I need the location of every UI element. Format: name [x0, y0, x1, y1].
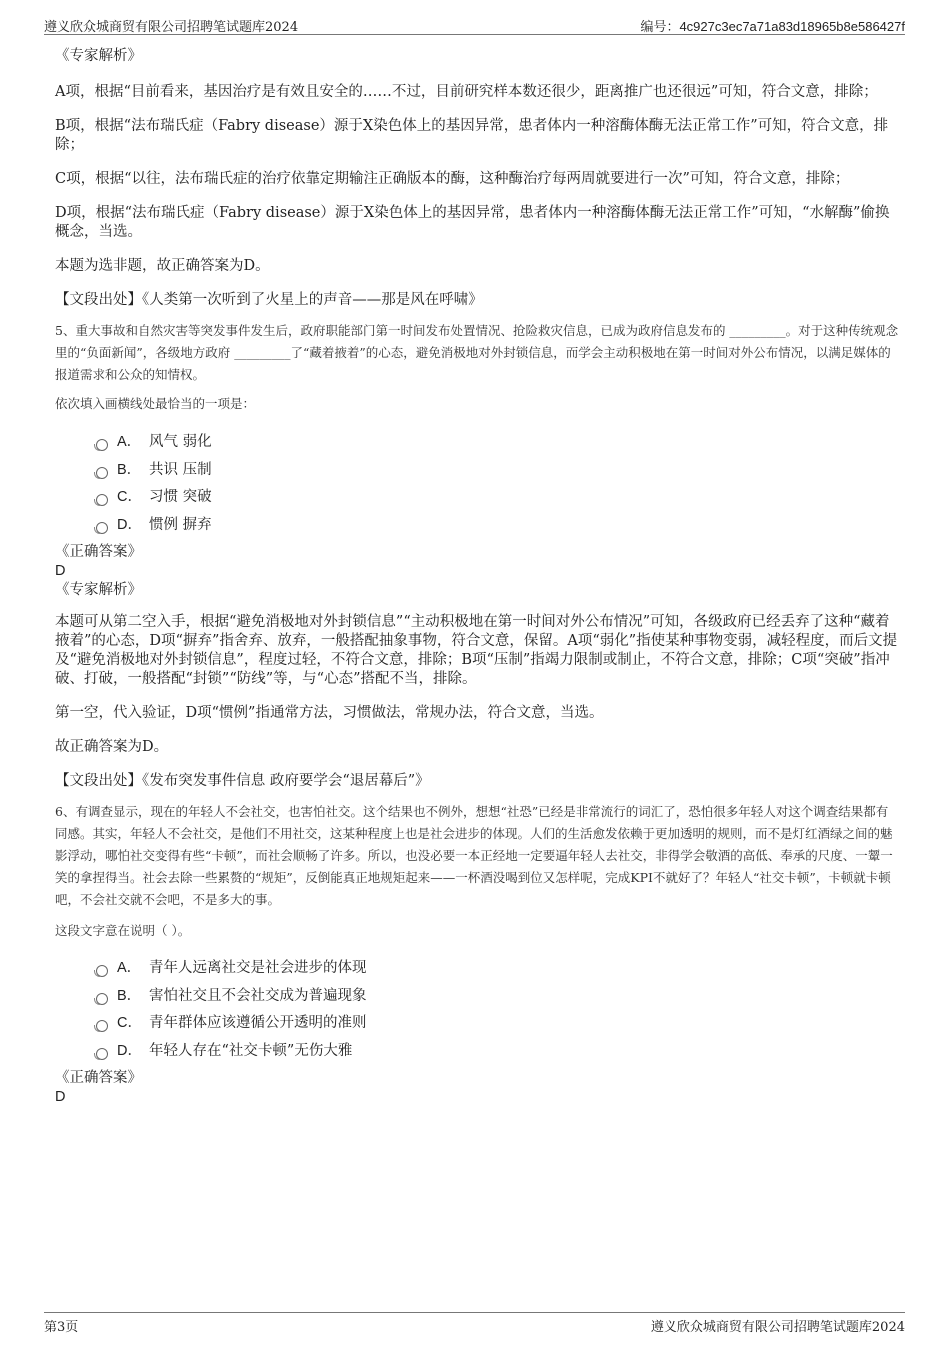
question-5-options — [55, 429, 900, 539]
radio-icon[interactable] — [96, 494, 108, 506]
header-code: 编号：4c927c3ec7a71a83d18965b8e586427f — [640, 19, 905, 34]
option-b[interactable]: B． 害怕社交且不会社交成为普遍现象 — [55, 983, 900, 1011]
answer-value: D — [55, 563, 66, 579]
source-citation: 【文段出处】《人类第一次听到了火星上的声音——那是风在呼啸》 — [55, 292, 483, 308]
analysis-d: D项，根据“法布瑞氏症（Fabry disease）源于X染色体上的基因异常，患者体内一种溶酶体酶无法正常工作”可知，“水解酶”偷换概念，当选。 — [55, 205, 890, 240]
analysis-heading: 《专家解析》 — [55, 48, 142, 64]
analysis-text: 本题可从第二空入手，根据“避免消极地对外封锁信息”“主动积极地在第一时间对外公布情况”可知，各级政府已经丢弃了这种“藏着掖着”的心态，D项“摒弃”指舍弃、放弃，一般搭配抽象事物，符合文意，保留。A项“弱化”指使某种事物变弱，减轻程度，而后文提及“避免消极地对外封锁信息”，程度过轻，不符合文意，排除；B项“压制”指竭力限制或制止，不符合文意，排除；C项“突破”指冲破、打破，一般搭配“封锁”“防线”等，与“心态”搭配不当，排除。 — [55, 614, 898, 687]
question-6-text: 6、有调查显示，现在的年轻人不会社交，也害怕社交。这个结果也不例外，想想“社恐”已经是非常流行的词汇了，恐怕很多年轻人对这个调查结果都有同感。其实，年轻人不会社交，是他们不用社交，这某种程度上也是社会进步的体现。人们的生活愈发依赖于更加透明的规则，而不是灯红酒绿之间的魅影浮动，哪怕社交变得有些“卡顿”，而社会顺畅了许多。所以，也没必要一本正经地一定要逼年轻人去社交，非得学会敬酒的高低、奉承的尺度、一颦一笑的拿捏得当。社会去除一些累赘的“规矩”，反倒能真正地规矩起来——一杯酒没喝到位又怎样呢，完成KPI不就好了？年轻人“社交卡顿”，卡顿就卡顿吧，不会社交就不会吧，不是多大的事。 — [55, 804, 893, 907]
answer-heading: 《正确答案》 — [55, 1070, 142, 1086]
header-title: 遵义欣众城商贸有限公司招聘笔试题库2024 — [44, 20, 299, 35]
radio-icon[interactable] — [96, 1020, 108, 1032]
option-a[interactable]: A． 青年人远离社交是社会进步的体现 — [55, 955, 900, 983]
footer-title: 遵义欣众城商贸有限公司招聘笔试题库2024 — [650, 1320, 905, 1335]
analysis-conclusion: 故正确答案为D。 — [55, 739, 169, 755]
analysis-c: C项，根据“以往，法布瑞氏症的治疗依靠定期输注正确版本的酶，这种酶治疗每两周就要进行一次”可知，符合文意，排除； — [55, 171, 850, 187]
page-content — [55, 44, 900, 1107]
radio-icon[interactable] — [96, 439, 108, 451]
option-d[interactable]: D． 年轻人存在“社交卡顿”无伤大雅 — [55, 1038, 900, 1066]
option-b[interactable]: B． 共识 压制 — [55, 457, 900, 485]
analysis-a: A项，根据“目前看来，基因治疗是有效且安全的……不过，目前研究样本数还很少，距离推广也还很远”可知，符合文意，排除； — [55, 84, 878, 100]
radio-icon[interactable] — [96, 522, 108, 534]
radio-icon[interactable] — [96, 993, 108, 1005]
radio-icon[interactable] — [96, 1048, 108, 1060]
radio-icon[interactable] — [96, 467, 108, 479]
page-header — [44, 14, 905, 35]
question-6-options — [55, 955, 900, 1065]
option-a[interactable]: A． 风气 弱化 — [55, 429, 900, 457]
option-c[interactable]: C． 习惯 突破 — [55, 484, 900, 512]
answer-heading: 《正确答案》 — [55, 544, 142, 560]
option-d[interactable]: D． 惯例 摒弃 — [55, 512, 900, 540]
question-5-prompt: 依次填入画横线处最恰当的一项是： — [55, 396, 256, 411]
question-5-text: 5、重大事故和自然灾害等突发事件发生后，政府职能部门第一时间发布处置情况、抢险救灾信息，已成为政府信息发布的 _________。对于这种传统观念里的“负面新闻”，各级地方政府 _________了“藏着掖着”的心态，避免消极地对外封锁信息，而学会主动积极地在第一时间对外公布情况，以满足媒体的报道需求和公众的知情权。 — [55, 323, 899, 382]
analysis-b: B项，根据“法布瑞氏症（Fabry disease）源于X染色体上的基因异常，患者体内一种溶酶体酶无法正常工作”可知，符合文意，排除； — [55, 118, 889, 153]
analysis-text-2: 第一空，代入验证，D项“惯例”指通常方法，习惯做法，常规办法，符合文意，当选。 — [55, 705, 604, 721]
option-c[interactable]: C． 青年群体应该遵循公开透明的准则 — [55, 1010, 900, 1038]
answer-value: D — [55, 1089, 66, 1105]
analysis-heading: 《专家解析》 — [55, 582, 142, 598]
source-citation: 【文段出处】《发布突发事件信息 政府要学会“退居幕后”》 — [55, 773, 430, 789]
question-6-prompt: 这段文字意在说明（ ）。 — [55, 923, 191, 938]
page-number: 第3页 — [44, 1320, 79, 1335]
analysis-conclusion: 本题为选非题，故正确答案为D。 — [55, 258, 270, 274]
page-footer — [44, 1312, 905, 1333]
radio-icon[interactable] — [96, 965, 108, 977]
